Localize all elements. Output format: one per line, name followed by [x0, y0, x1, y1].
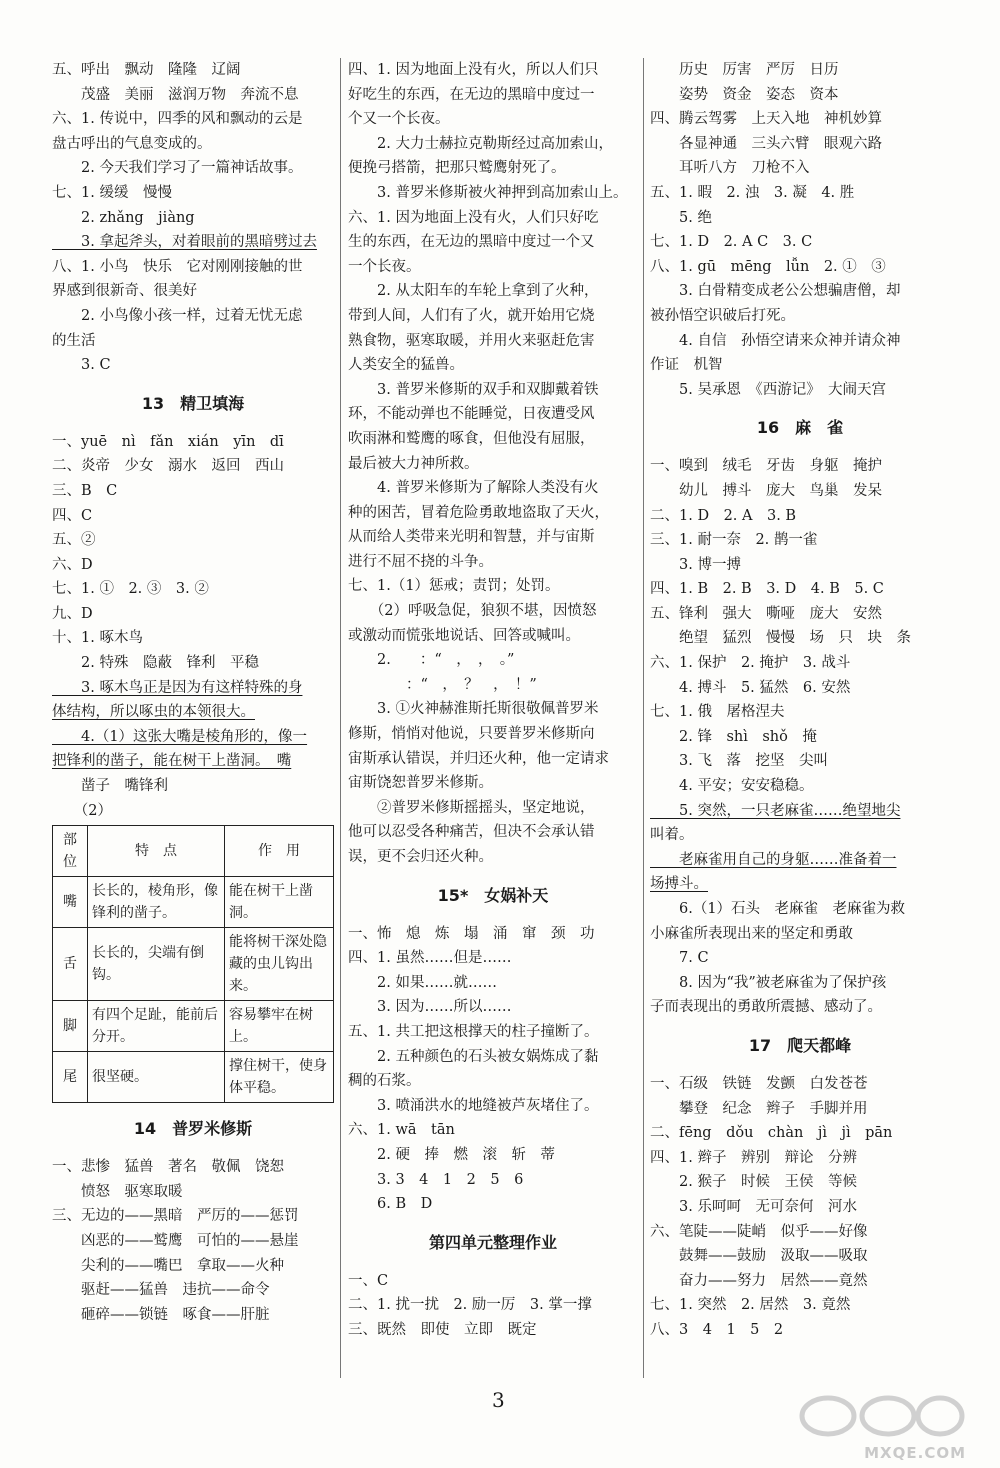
- answer-line: 七、1. 俄 屠格涅夫: [650, 704, 785, 721]
- answer-line: ②普罗米修斯摇摇头，坚定地说，: [348, 799, 595, 816]
- answer-line: 5. 突然，一只老麻雀……绝望地尖: [650, 802, 901, 819]
- answer-line: 六、D: [52, 556, 93, 573]
- answer-line: 七、1.（1）惩戒；责罚；处罚。: [348, 578, 560, 595]
- column-divider: [643, 58, 644, 1378]
- answer-line: 四、1. 因为地面上没有火，所以人们只: [348, 62, 599, 78]
- answer-line: 3. 乐呵呵 无可奈何 河水: [650, 1198, 857, 1215]
- answer-line: 被孙悟空识破后打死。: [650, 307, 795, 324]
- table-cell: 尾: [53, 1052, 88, 1103]
- table-cell: 能将树干深处隐藏的虫儿钩出来。: [225, 928, 334, 1001]
- answer-line: 一个长夜。: [348, 258, 421, 275]
- answer-line: 熟食物，驱寒取暖，并用火来驱赶危害: [348, 332, 595, 349]
- answer-line: 五、1. 暇 2. 浊 3. 凝 4. 胜: [650, 184, 855, 201]
- answer-column-3: [650, 58, 950, 1343]
- answer-line: 老麻雀用自己的身躯……准备着一: [650, 851, 897, 868]
- answer-line: 3. 拿起斧头，对着眼前的黑暗劈过去: [52, 234, 317, 251]
- table-cell: 长长的，棱角形，像锋利的凿子。: [88, 877, 225, 928]
- answer-line: 4.（1）这张大嘴是棱角形的，像一: [52, 728, 308, 745]
- answer-line: 误，更不会归还火种。: [348, 849, 493, 865]
- table-cell: 很坚硬。: [88, 1052, 225, 1103]
- table-cell: 嘴: [53, 877, 88, 928]
- table-cell: 有四个足趾，能前后分开。: [88, 1001, 225, 1052]
- answer-line: 2. 如果……就……: [348, 974, 497, 991]
- answer-line: 七、1. D 2. A C 3. C: [650, 234, 813, 251]
- answer-line: 2. 锋 shì shǒ 掩: [650, 728, 817, 745]
- answer-line: 进行不屈不挠的斗争。: [348, 553, 493, 570]
- answer-line: 子而表现出的勇敢所震撼、感动了。: [650, 999, 882, 1016]
- answer-line: 一、悲惨 猛兽 著名 敬佩 饶恕: [52, 1159, 284, 1176]
- answer-line: 叫着。: [650, 827, 694, 844]
- answer-line: 八、1. 小鸟 快乐 它对刚刚接触的世: [52, 258, 303, 275]
- answer-line: 三、B C: [52, 482, 118, 499]
- answer-line: 攀登 纪念 辫子 手脚并用: [650, 1100, 868, 1117]
- answer-line: 六、1. wā tān: [348, 1122, 455, 1139]
- answer-line: 幼儿 搏斗 庞大 鸟巢 发呆: [650, 482, 882, 499]
- answer-line: 他可以忍受各种痛苦，但决不会承认错: [348, 824, 595, 841]
- answer-line: 七、1. 突然 2. 居然 3. 竟然: [650, 1297, 851, 1314]
- answer-line: 场搏斗。: [650, 876, 708, 893]
- answer-line: 四、腾云驾雾 上天入地 神机妙算: [650, 111, 882, 128]
- answer-line: 凶恶的——鹫鹰 可怕的——悬崖: [52, 1233, 299, 1249]
- answer-line: 2. 硬 捧 燃 滚 斩 蒂: [348, 1146, 555, 1163]
- answer-line: 或激动而慌张地说话、回答或喊叫。: [348, 627, 580, 644]
- answer-line: 驱赶——猛兽 违抗——命令: [52, 1282, 270, 1299]
- lesson12-answers: [52, 58, 334, 378]
- lesson15-title: 15* 女娲补天: [437, 885, 549, 905]
- answer-line: 2. 从太阳车的车轮上拿到了火种，: [348, 283, 599, 300]
- answer-line: 3. 普罗米修斯被火神押到高加索山上。: [348, 184, 628, 201]
- answer-line: 2. 小鸟像小孩一样，过着无忧无虑: [52, 307, 303, 324]
- lesson13-answers: [52, 430, 334, 824]
- answer-line: 五、锋利 强大 嘶哑 庞大 安然: [650, 605, 882, 622]
- answer-line: 最后被大力神所救。: [348, 455, 479, 472]
- answer-line: 4. 自信 孙悟空请来众神并请众神: [650, 332, 901, 349]
- answer-line: 带到人间，人们有了火，就开始用它烧: [348, 307, 595, 324]
- table-row: [53, 877, 334, 928]
- answer-line: 宙斯饶恕普罗米修斯。: [348, 775, 493, 792]
- answer-line: 3. 因为……所以……: [348, 999, 512, 1016]
- lesson16-title: 16 麻 雀: [756, 418, 844, 438]
- lesson16-answers: [650, 454, 950, 1020]
- answer-line: 三、无边的——黑暗 严厉的——惩罚: [52, 1208, 299, 1225]
- answer-line: 3. 啄木鸟正是因为有这样特殊的身: [52, 679, 303, 696]
- answer-line: 盘古呼出的气息变成的。: [52, 135, 212, 152]
- answer-line: 六、1. 保护 2. 掩护 3. 战斗: [650, 655, 851, 672]
- table-cell: 长长的，尖端有倒钩。: [88, 928, 225, 1001]
- answer-line: 五、1. 共工把这根撑天的柱子撞断了。: [348, 1023, 599, 1040]
- answer-line: 2. 今天我们学习了一篇神话故事。: [52, 160, 303, 177]
- answer-line: 界感到很新奇、很美好: [52, 283, 197, 300]
- answer-line: 二、炎帝 少女 溺水 返回 西山: [52, 458, 284, 475]
- unit4-answers-cont: [650, 58, 950, 402]
- answer-line: 六、1. 因为地面上没有火，人们只好吃: [348, 209, 599, 226]
- page-number: 3: [492, 1388, 505, 1412]
- table-row: [53, 1052, 334, 1103]
- answer-line: 2. 大力士赫拉克勒斯经过高加索山，: [348, 135, 613, 152]
- woodpecker-table: [52, 825, 334, 1103]
- answer-line: 小麻雀所表现出来的坚定和勇敢: [650, 925, 853, 942]
- answer-line: 从而给人类带来光明和智慧，并与宙斯: [348, 529, 595, 546]
- answer-line: 修斯，悄悄对他说，只要普罗米修斯向: [348, 726, 595, 743]
- answer-line: 体结构，所以啄虫的本领很大。: [52, 704, 255, 721]
- answer-line: 人类安全的猛兽。: [348, 357, 464, 374]
- answer-line: 环，不能动弹也不能睡觉，日夜遭受风: [348, 406, 595, 423]
- table-cell: 撑住树干，使身体平稳。: [225, 1052, 334, 1103]
- answer-line: 二、fēng dǒu chàn jì jì pān: [650, 1125, 893, 1142]
- table-cell: 容易攀牢在树上。: [225, 1001, 334, 1052]
- answer-line: 2. 特殊 隐蔽 锋利 平稳: [52, 655, 259, 672]
- watermark-text: MXQE.COM: [864, 1444, 966, 1462]
- answer-line: 历史 厉害 严厉 日历: [650, 62, 839, 78]
- answer-line: 6.（1）石头 老麻雀 老麻雀为救: [650, 901, 906, 917]
- answer-line: 3. ①火神赫淮斯托斯很敬佩普罗米: [348, 701, 599, 718]
- answer-line: 四、1. B 2. B 3. D 4. B 5. C: [650, 581, 884, 598]
- answer-line: 2. 五种颜色的石头被女娲炼成了黏: [348, 1048, 599, 1065]
- column-divider: [340, 58, 341, 1378]
- answer-line: 绝望 猛烈 慢慢 场 只 块 条: [650, 630, 911, 647]
- answer-line: 二、1. 扰一扰 2. 励一厉 3. 掌一撑: [348, 1297, 592, 1314]
- lesson17-title: 17 爬天都峰: [748, 1035, 852, 1055]
- unit4-answers: [348, 1269, 638, 1343]
- answer-line: 一、C: [348, 1272, 389, 1289]
- answer-line: 六、1. 传说中，四季的风和飘动的云是: [52, 111, 303, 128]
- answer-line: 八、1. gū mēng lǚn 2. ① ③: [650, 258, 886, 275]
- answer-line: 一、嗅到 绒毛 牙齿 身躯 掩护: [650, 458, 882, 475]
- answer-line: 8. 因为“我”被老麻雀为了保护孩: [650, 974, 887, 991]
- answer-line: 各显神通 三头六臂 眼观六路: [650, 135, 882, 152]
- answer-line: 三、1. 耐一奈 2. 鹊一雀: [650, 532, 818, 549]
- answer-line: （2）呼吸急促，狼狈不堪，因愤怒: [348, 603, 597, 620]
- answer-line: 6. B D: [348, 1196, 433, 1213]
- answer-line: 5. 吴承恩 《西游记》 大闹天宫: [650, 381, 886, 398]
- answer-line: 种的困苦，冒着危险勇敢地盗取了天火，: [348, 504, 609, 521]
- answer-line: 三、既然 即使 立即 既定: [348, 1321, 537, 1338]
- unit4-title: 第四单元整理作业: [428, 1232, 557, 1252]
- answer-line: 宙斯承认错误，并归还火种，他一定请求: [348, 750, 609, 767]
- answer-line: 2. ：“ ， ， 。”: [348, 652, 515, 669]
- table-row: [53, 928, 334, 1001]
- answer-line: 的生活: [52, 332, 96, 349]
- lesson13-title: 13 精卫填海: [141, 393, 245, 413]
- answer-line: 凿子 嘴锋利: [52, 778, 168, 795]
- answer-line: 八、3 4 1 5 2: [650, 1321, 784, 1338]
- answer-line: 2. zhǎng jiàng: [52, 209, 195, 226]
- answer-line: 四、C: [52, 507, 93, 524]
- answer-line: 砸碎——锁链 啄食——肝脏: [52, 1306, 270, 1323]
- answer-line: 一、怖 熄 炼 塌 涌 窜 颈 功: [348, 925, 595, 942]
- answer-line: 五、呼出 飘动 隆隆 辽阔: [52, 62, 241, 78]
- answer-line: 茂盛 美丽 滋润万物 奔流不息: [52, 86, 299, 103]
- answer-line: 五、②: [52, 532, 96, 549]
- table-cell: 能在树干上凿洞。: [225, 877, 334, 928]
- answer-line: 3. 普罗米修斯的双手和双脚戴着铁: [348, 381, 599, 398]
- table-header-row: [53, 826, 334, 877]
- answer-line: 好吃生的东西，在无边的黑暗中度过一: [348, 86, 595, 103]
- table-row: [53, 1001, 334, 1052]
- answer-line: 四、1. 虽然……但是……: [348, 950, 512, 967]
- lesson14-title: 14 普罗米修斯: [133, 1119, 253, 1139]
- answer-line: 4. 平安；安安稳稳。: [650, 778, 814, 795]
- answer-line: 3. C: [52, 357, 111, 374]
- answer-line: 尖利的——嘴巴 拿取——火种: [52, 1257, 284, 1274]
- answer-line: 作证 机智: [650, 357, 723, 374]
- answer-line: 生的东西，在无边的黑暗中度过一个又: [348, 234, 595, 251]
- answer-line: 六、笔陡——陡峭 似乎——好像: [650, 1223, 868, 1240]
- answer-line: （2）: [52, 802, 112, 819]
- answer-line: 3. 喷涌洪水的地缝被芦灰堵住了。: [348, 1097, 599, 1114]
- table-header: 作 用: [225, 826, 334, 877]
- answer-line: 4. 普罗米修斯为了解除人类没有火: [348, 480, 599, 497]
- answer-column-1: [52, 58, 334, 1327]
- answer-line: 吹雨淋和鹫鹰的啄食，但他没有屈服，: [348, 430, 595, 447]
- lesson17-answers: [650, 1072, 950, 1343]
- answer-line: 九、D: [52, 605, 93, 622]
- lesson15-answers: [348, 922, 638, 1217]
- answer-line: 七、1. 缓缓 慢慢: [52, 184, 172, 201]
- answer-line: 3. 博一搏: [650, 556, 741, 573]
- answer-line: 二、1. D 2. A 3. B: [650, 507, 797, 524]
- answer-line: 愤怒 驱寒取暖: [52, 1183, 183, 1200]
- answer-line: 耳听八方 刀枪不入: [650, 160, 810, 177]
- lesson14-answers: [52, 1155, 334, 1327]
- answer-line: 把锋利的凿子，能在树干上凿洞。 嘴: [52, 753, 292, 770]
- answer-line: 便挽弓搭箭，把那只鹫鹰射死了。: [348, 160, 566, 177]
- answer-line: 4. 搏斗 5. 猛然 6. 安然: [650, 679, 851, 696]
- answer-line: 奋力——努力 居然——竟然: [650, 1272, 868, 1289]
- table-cell: 舌: [53, 928, 88, 1001]
- table-header: 特 点: [88, 826, 225, 877]
- answer-line: 稠的石浆。: [348, 1073, 421, 1090]
- answer-line: 十、1. 啄木鸟: [52, 630, 143, 647]
- answer-line: 一、石级 铁链 发颤 白发苍苍: [650, 1075, 868, 1092]
- table-cell: 脚: [53, 1001, 88, 1052]
- answer-line: 3. 白骨精变成老公公想骗唐僧，却: [650, 283, 901, 300]
- lesson14-answers-cont: [348, 58, 638, 870]
- table-header: 部位: [53, 826, 88, 877]
- answer-line: ：“ ， ？ ， ！”: [348, 676, 537, 693]
- answer-line: 3. 3 4 1 2 5 6: [348, 1171, 524, 1188]
- answer-line: 姿势 资金 姿态 资本: [650, 86, 839, 103]
- answer-line: 四、1. 辫子 辨别 辩论 分辨: [650, 1149, 857, 1166]
- answer-line: 2. 猴子 时候 王侯 等候: [650, 1174, 857, 1191]
- answer-column-2: [348, 58, 638, 1343]
- answer-line: 5. 绝: [650, 209, 712, 226]
- answer-line: 3. 飞 落 挖坚 尖叫: [650, 753, 828, 770]
- answer-line: 一、yuē nì fǎn xián yīn dī: [52, 433, 284, 450]
- answer-line: 7. C: [650, 950, 709, 967]
- answer-line: 个又一个长夜。: [348, 111, 450, 128]
- answer-line: 七、1. ① 2. ③ 3. ②: [52, 581, 209, 598]
- answer-line: 鼓舞——鼓励 汲取——吸取: [650, 1248, 868, 1265]
